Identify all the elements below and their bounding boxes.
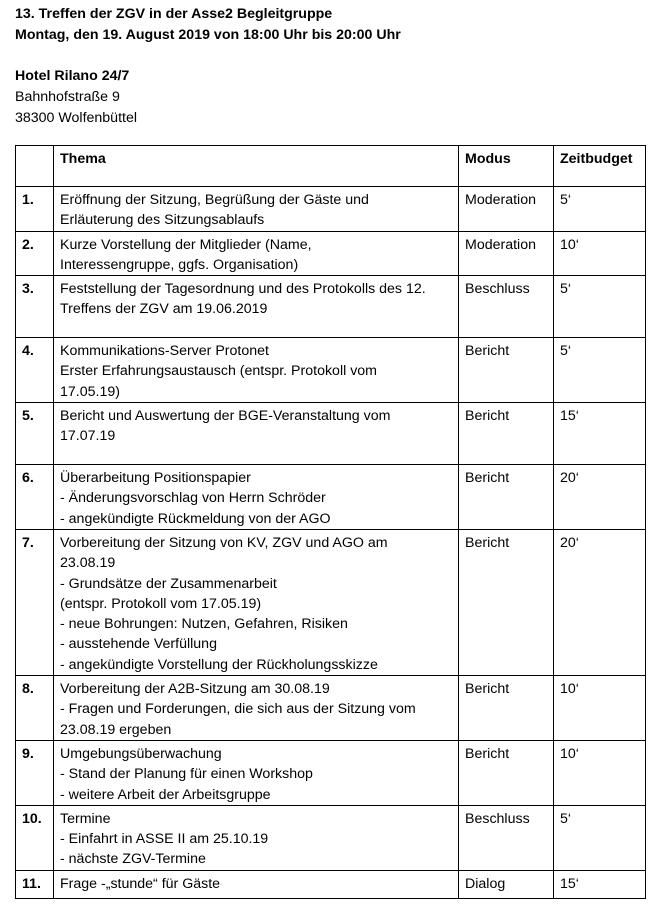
agenda-item-number: 9. bbox=[16, 740, 54, 805]
topic-line: - Grundsätze der Zusammenarbeit bbox=[60, 575, 277, 592]
venue-city: 38300 Wolfenbüttel bbox=[15, 110, 137, 126]
header-mode: Modus bbox=[459, 146, 554, 187]
topic-line: - Fragen und Forderungen, die sich aus der Sitzung vom bbox=[60, 701, 416, 718]
agenda-item-mode: Bericht bbox=[459, 529, 554, 675]
agenda-item-number: 1. bbox=[16, 187, 54, 232]
topic-line: - Änderungsvorschlag von Herrn Schröder bbox=[60, 490, 326, 507]
agenda-item-number: 2. bbox=[16, 231, 54, 276]
agenda-item-time-budget: 10‘ bbox=[554, 676, 646, 741]
topic-line: Umgebungsüberwachung bbox=[60, 745, 222, 762]
topic-line: Vorbereitung der Sitzung von KV, ZGV und AGO am bbox=[60, 534, 388, 551]
topic-line: Bericht und Auswertung der BGE-Veranstaltung vom bbox=[60, 408, 391, 425]
agenda-item-topic bbox=[54, 870, 459, 898]
agenda-item-number: 5. bbox=[16, 403, 54, 465]
topic-line: Überarbeitung Positionspapier bbox=[60, 470, 251, 487]
agenda-item-time-budget: 15‘ bbox=[554, 870, 646, 898]
table-header-row bbox=[16, 146, 646, 187]
agenda-item-time-budget: 5‘ bbox=[554, 805, 646, 870]
agenda-item-number: 8. bbox=[16, 676, 54, 741]
agenda-item-topic bbox=[54, 740, 459, 805]
topic-line: Frage -„stunde“ für Gäste bbox=[60, 875, 221, 892]
header-number bbox=[16, 146, 54, 187]
topic-line: - angekündigte Vorstellung der Rückholungsskizze bbox=[60, 656, 378, 673]
agenda-item-mode: Beschluss bbox=[459, 276, 554, 338]
topic-line: (entspr. Protokoll vom 17.05.19) bbox=[60, 595, 262, 612]
topic-line: Termine bbox=[60, 810, 111, 827]
agenda-item-time-budget: 10‘ bbox=[554, 231, 646, 276]
topic-line: 17.05.19) bbox=[60, 383, 120, 400]
agenda-item-time-budget: 5‘ bbox=[554, 276, 646, 338]
topic-line: - weitere Arbeit der Arbeitsgruppe bbox=[60, 786, 271, 803]
agenda-item-mode: Moderation bbox=[459, 187, 554, 232]
topic-line: Erster Erfahrungsaustausch (entspr. Protokoll vom bbox=[60, 363, 377, 380]
topic-line: Eröffnung der Sitzung, Begrüßung der Gäste und bbox=[60, 192, 369, 208]
topic-line: - angekündigte Rückmeldung von der AGO bbox=[60, 510, 331, 527]
agenda-item-mode: Bericht bbox=[459, 403, 554, 465]
topic-line: - ausstehende Verfüllung bbox=[60, 636, 217, 653]
agenda-item-topic bbox=[54, 276, 459, 338]
agenda-row bbox=[16, 231, 646, 276]
agenda-row bbox=[16, 187, 646, 232]
agenda-table bbox=[15, 145, 646, 899]
topic-line: Kurze Vorstellung der Mitglieder (Name, bbox=[60, 236, 312, 253]
agenda-row bbox=[16, 529, 646, 675]
venue-street: Bahnhofstraße 9 bbox=[15, 89, 120, 105]
agenda-row bbox=[16, 465, 646, 530]
topic-line: Feststellung der Tagesordnung und des Protokolls des 12. bbox=[60, 281, 426, 298]
topic-line: - neue Bohrungen: Nutzen, Gefahren, Risiken bbox=[60, 616, 348, 633]
agenda-item-mode: Beschluss bbox=[459, 805, 554, 870]
agenda-item-number: 3. bbox=[16, 276, 54, 338]
topic-line: Interessengruppe, ggfs. Organisation) bbox=[60, 256, 299, 273]
topic-line: 23.08.19 ergeben bbox=[60, 721, 172, 738]
agenda-item-mode: Bericht bbox=[459, 338, 554, 403]
agenda-item-topic bbox=[54, 231, 459, 276]
agenda-item-time-budget: 5‘ bbox=[554, 338, 646, 403]
meeting-date: Montag, den 19. August 2019 von 18:00 Uhr bis 20:00 Uhr bbox=[15, 27, 401, 43]
agenda-item-mode: Bericht bbox=[459, 740, 554, 805]
agenda-item-number: 10. bbox=[16, 805, 54, 870]
agenda-item-mode: Moderation bbox=[459, 231, 554, 276]
agenda-row bbox=[16, 338, 646, 403]
agenda-item-time-budget: 15‘ bbox=[554, 403, 646, 465]
topic-line: Kommunikations-Server Protonet bbox=[60, 343, 269, 360]
header-spacer bbox=[15, 46, 401, 66]
agenda-row bbox=[16, 676, 646, 741]
agenda-item-topic bbox=[54, 338, 459, 403]
agenda-item-time-budget: 5‘ bbox=[554, 187, 646, 232]
agenda-item-mode: Bericht bbox=[459, 465, 554, 530]
agenda-item-time-budget: 10‘ bbox=[554, 740, 646, 805]
agenda-body bbox=[16, 187, 646, 899]
agenda-item-time-budget: 20‘ bbox=[554, 529, 646, 675]
meeting-title: 13. Treffen der ZGV in der Asse2 Begleitgruppe bbox=[15, 6, 333, 22]
header-topic: Thema bbox=[54, 146, 459, 187]
agenda-row bbox=[16, 870, 646, 898]
agenda-row bbox=[16, 805, 646, 870]
header-time-budget: Zeitbudget bbox=[554, 146, 646, 187]
topic-line: Erläuterung des Sitzungsablaufs bbox=[60, 212, 265, 229]
agenda-item-number: 4. bbox=[16, 338, 54, 403]
agenda-row bbox=[16, 740, 646, 805]
agenda-item-number: 11. bbox=[16, 870, 54, 898]
topic-line: - Einfahrt in ASSE II am 25.10.19 bbox=[60, 831, 269, 848]
topic-line: 17.07.19 bbox=[60, 428, 116, 445]
agenda-item-time-budget: 20‘ bbox=[554, 465, 646, 530]
agenda-row bbox=[16, 276, 646, 338]
topic-line: - nächste ZGV-Termine bbox=[60, 851, 206, 868]
agenda-item-topic bbox=[54, 676, 459, 741]
agenda-item-topic bbox=[54, 403, 459, 465]
agenda-item-mode: Dialog bbox=[459, 870, 554, 898]
document-header bbox=[15, 4, 401, 129]
agenda-item-number: 6. bbox=[16, 465, 54, 530]
venue-name: Hotel Rilano 24/7 bbox=[15, 68, 130, 84]
topic-line: 23.08.19 bbox=[60, 555, 116, 572]
topic-line: Vorbereitung der A2B-Sitzung am 30.08.19 bbox=[60, 681, 330, 698]
agenda-item-topic bbox=[54, 187, 459, 232]
agenda-item-topic bbox=[54, 805, 459, 870]
agenda-row bbox=[16, 403, 646, 465]
agenda-item-topic bbox=[54, 465, 459, 530]
topic-line: Treffens der ZGV am 19.06.2019 bbox=[60, 301, 268, 318]
agenda-item-number: 7. bbox=[16, 529, 54, 675]
agenda-item-topic bbox=[54, 529, 459, 675]
agenda-item-mode: Bericht bbox=[459, 676, 554, 741]
topic-line: - Stand der Planung für einen Workshop bbox=[60, 766, 313, 783]
